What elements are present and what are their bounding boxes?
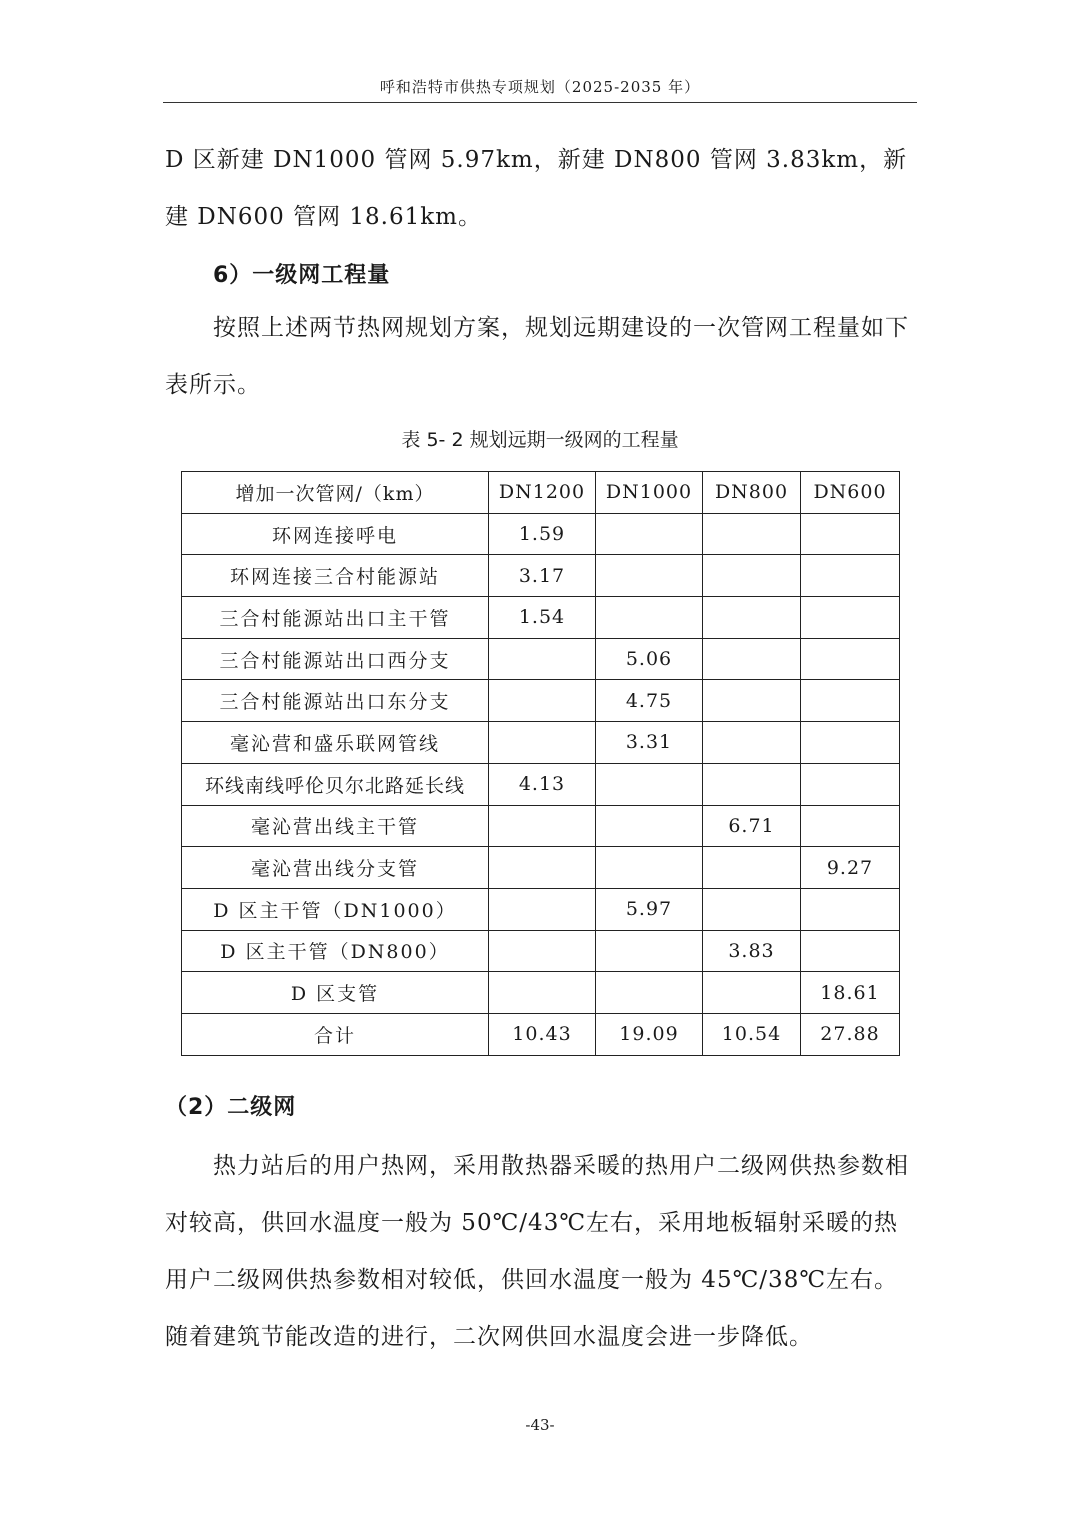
cell-dn1000 — [596, 763, 703, 805]
row-label: 环网连接呼电 — [182, 513, 489, 555]
column-header-dn600: DN600 — [801, 472, 900, 514]
cell-dn600 — [801, 722, 900, 764]
table-row — [182, 680, 900, 722]
table-row — [182, 972, 900, 1014]
page-number: -43- — [525, 1416, 555, 1434]
cell-dn800 — [703, 555, 801, 597]
section-heading-secondary-network: （2）二级网 — [165, 1095, 297, 1120]
cell-dn1200 — [489, 930, 596, 972]
table-row — [182, 847, 900, 889]
table-row — [182, 722, 900, 764]
row-label: 环网连接三合村能源站 — [182, 555, 489, 597]
cell-dn1200 — [489, 847, 596, 889]
cell-dn1200 — [489, 722, 596, 764]
table-total-row — [182, 1013, 900, 1055]
cell-dn800 — [703, 722, 801, 764]
cell-dn1200: 3.17 — [489, 555, 596, 597]
cell-dn1200 — [489, 972, 596, 1014]
cell-dn1000 — [596, 513, 703, 555]
table-row — [182, 555, 900, 597]
cell-dn1000: 3.31 — [596, 722, 703, 764]
primary-network-quantity-table — [181, 471, 900, 1056]
column-header-dn1000: DN1000 — [596, 472, 703, 514]
cell-dn1000 — [596, 847, 703, 889]
cell-dn600 — [801, 513, 900, 555]
cell-dn800 — [703, 763, 801, 805]
row-label: D 区支管 — [182, 972, 489, 1014]
table-row — [182, 638, 900, 680]
row-label: D 区主干管（DN800） — [182, 930, 489, 972]
page-header: 呼和浩特市供热专项规划（2025-2035 年） — [163, 76, 917, 103]
table-header-row — [182, 472, 900, 514]
cell-dn600 — [801, 555, 900, 597]
table-caption: 表 5- 2 规划远期一级网的工程量 — [401, 429, 679, 451]
cell-dn800-total: 10.54 — [703, 1013, 801, 1055]
column-header-dn1200: DN1200 — [489, 472, 596, 514]
cell-dn800 — [703, 972, 801, 1014]
cell-dn800 — [703, 680, 801, 722]
cell-dn600 — [801, 597, 900, 639]
cell-dn1000 — [596, 805, 703, 847]
cell-dn800 — [703, 888, 801, 930]
table-row — [182, 763, 900, 805]
table-row — [182, 513, 900, 555]
cell-dn600 — [801, 888, 900, 930]
cell-dn1000: 5.97 — [596, 888, 703, 930]
cell-dn1200 — [489, 888, 596, 930]
row-label: 毫沁营出线分支管 — [182, 847, 489, 889]
cell-dn600-total: 27.88 — [801, 1013, 900, 1055]
cell-dn800: 3.83 — [703, 930, 801, 972]
row-label: 三合村能源站出口主干管 — [182, 597, 489, 639]
table-row — [182, 888, 900, 930]
cell-dn600: 18.61 — [801, 972, 900, 1014]
table-row — [182, 930, 900, 972]
cell-dn1000-total: 19.09 — [596, 1013, 703, 1055]
column-header-dn800: DN800 — [703, 472, 801, 514]
row-label: 环线南线呼伦贝尔北路延长线 — [182, 763, 489, 805]
row-label: 毫沁营出线主干管 — [182, 805, 489, 847]
row-label: 三合村能源站出口西分支 — [182, 638, 489, 680]
row-label-total: 合计 — [182, 1013, 489, 1055]
cell-dn1200: 4.13 — [489, 763, 596, 805]
cell-dn800 — [703, 847, 801, 889]
table-row — [182, 597, 900, 639]
column-header-pipe-item: 增加一次管网/（km） — [182, 472, 489, 514]
cell-dn600 — [801, 930, 900, 972]
cell-dn1200-total: 10.43 — [489, 1013, 596, 1055]
cell-dn600: 9.27 — [801, 847, 900, 889]
cell-dn1200 — [489, 680, 596, 722]
cell-dn800 — [703, 638, 801, 680]
cell-dn1000 — [596, 930, 703, 972]
cell-dn1200 — [489, 805, 596, 847]
cell-dn1200: 1.54 — [489, 597, 596, 639]
cell-dn800 — [703, 597, 801, 639]
cell-dn1200 — [489, 638, 596, 680]
row-label: 毫沁营和盛乐联网管线 — [182, 722, 489, 764]
cell-dn600 — [801, 805, 900, 847]
paragraph-table-intro: 按照上述两节热网规划方案，规划远期建设的一次管网工程量如下表所示。 — [165, 315, 909, 398]
section-heading-primary-network-quantity: 6）一级网工程量 — [213, 263, 391, 288]
cell-dn1000: 4.75 — [596, 680, 703, 722]
cell-dn600 — [801, 763, 900, 805]
paragraph-secondary-network: 热力站后的用户热网，采用散热器采暖的热用户二级网供热参数相对较高，供回水温度一般为 50℃/43℃左右，采用地板辐射采暖的热用户二级网供热参数相对较低，供回水温度一般为 45℃/38℃左右。随着建筑节能改造的进行，二次网供回水温度会进一步降低。 — [165, 1153, 909, 1350]
cell-dn1000 — [596, 972, 703, 1014]
cell-dn1000 — [596, 555, 703, 597]
row-label: D 区主干管（DN1000） — [182, 888, 489, 930]
table-row — [182, 805, 900, 847]
cell-dn800: 6.71 — [703, 805, 801, 847]
cell-dn600 — [801, 680, 900, 722]
row-label: 三合村能源站出口东分支 — [182, 680, 489, 722]
cell-dn800 — [703, 513, 801, 555]
cell-dn1200: 1.59 — [489, 513, 596, 555]
cell-dn1000: 5.06 — [596, 638, 703, 680]
cell-dn600 — [801, 638, 900, 680]
paragraph-d-zone-pipes: D 区新建 DN1000 管网 5.97km，新建 DN800 管网 3.83km，新建 DN600 管网 18.61km。 — [165, 147, 908, 230]
cell-dn1000 — [596, 597, 703, 639]
